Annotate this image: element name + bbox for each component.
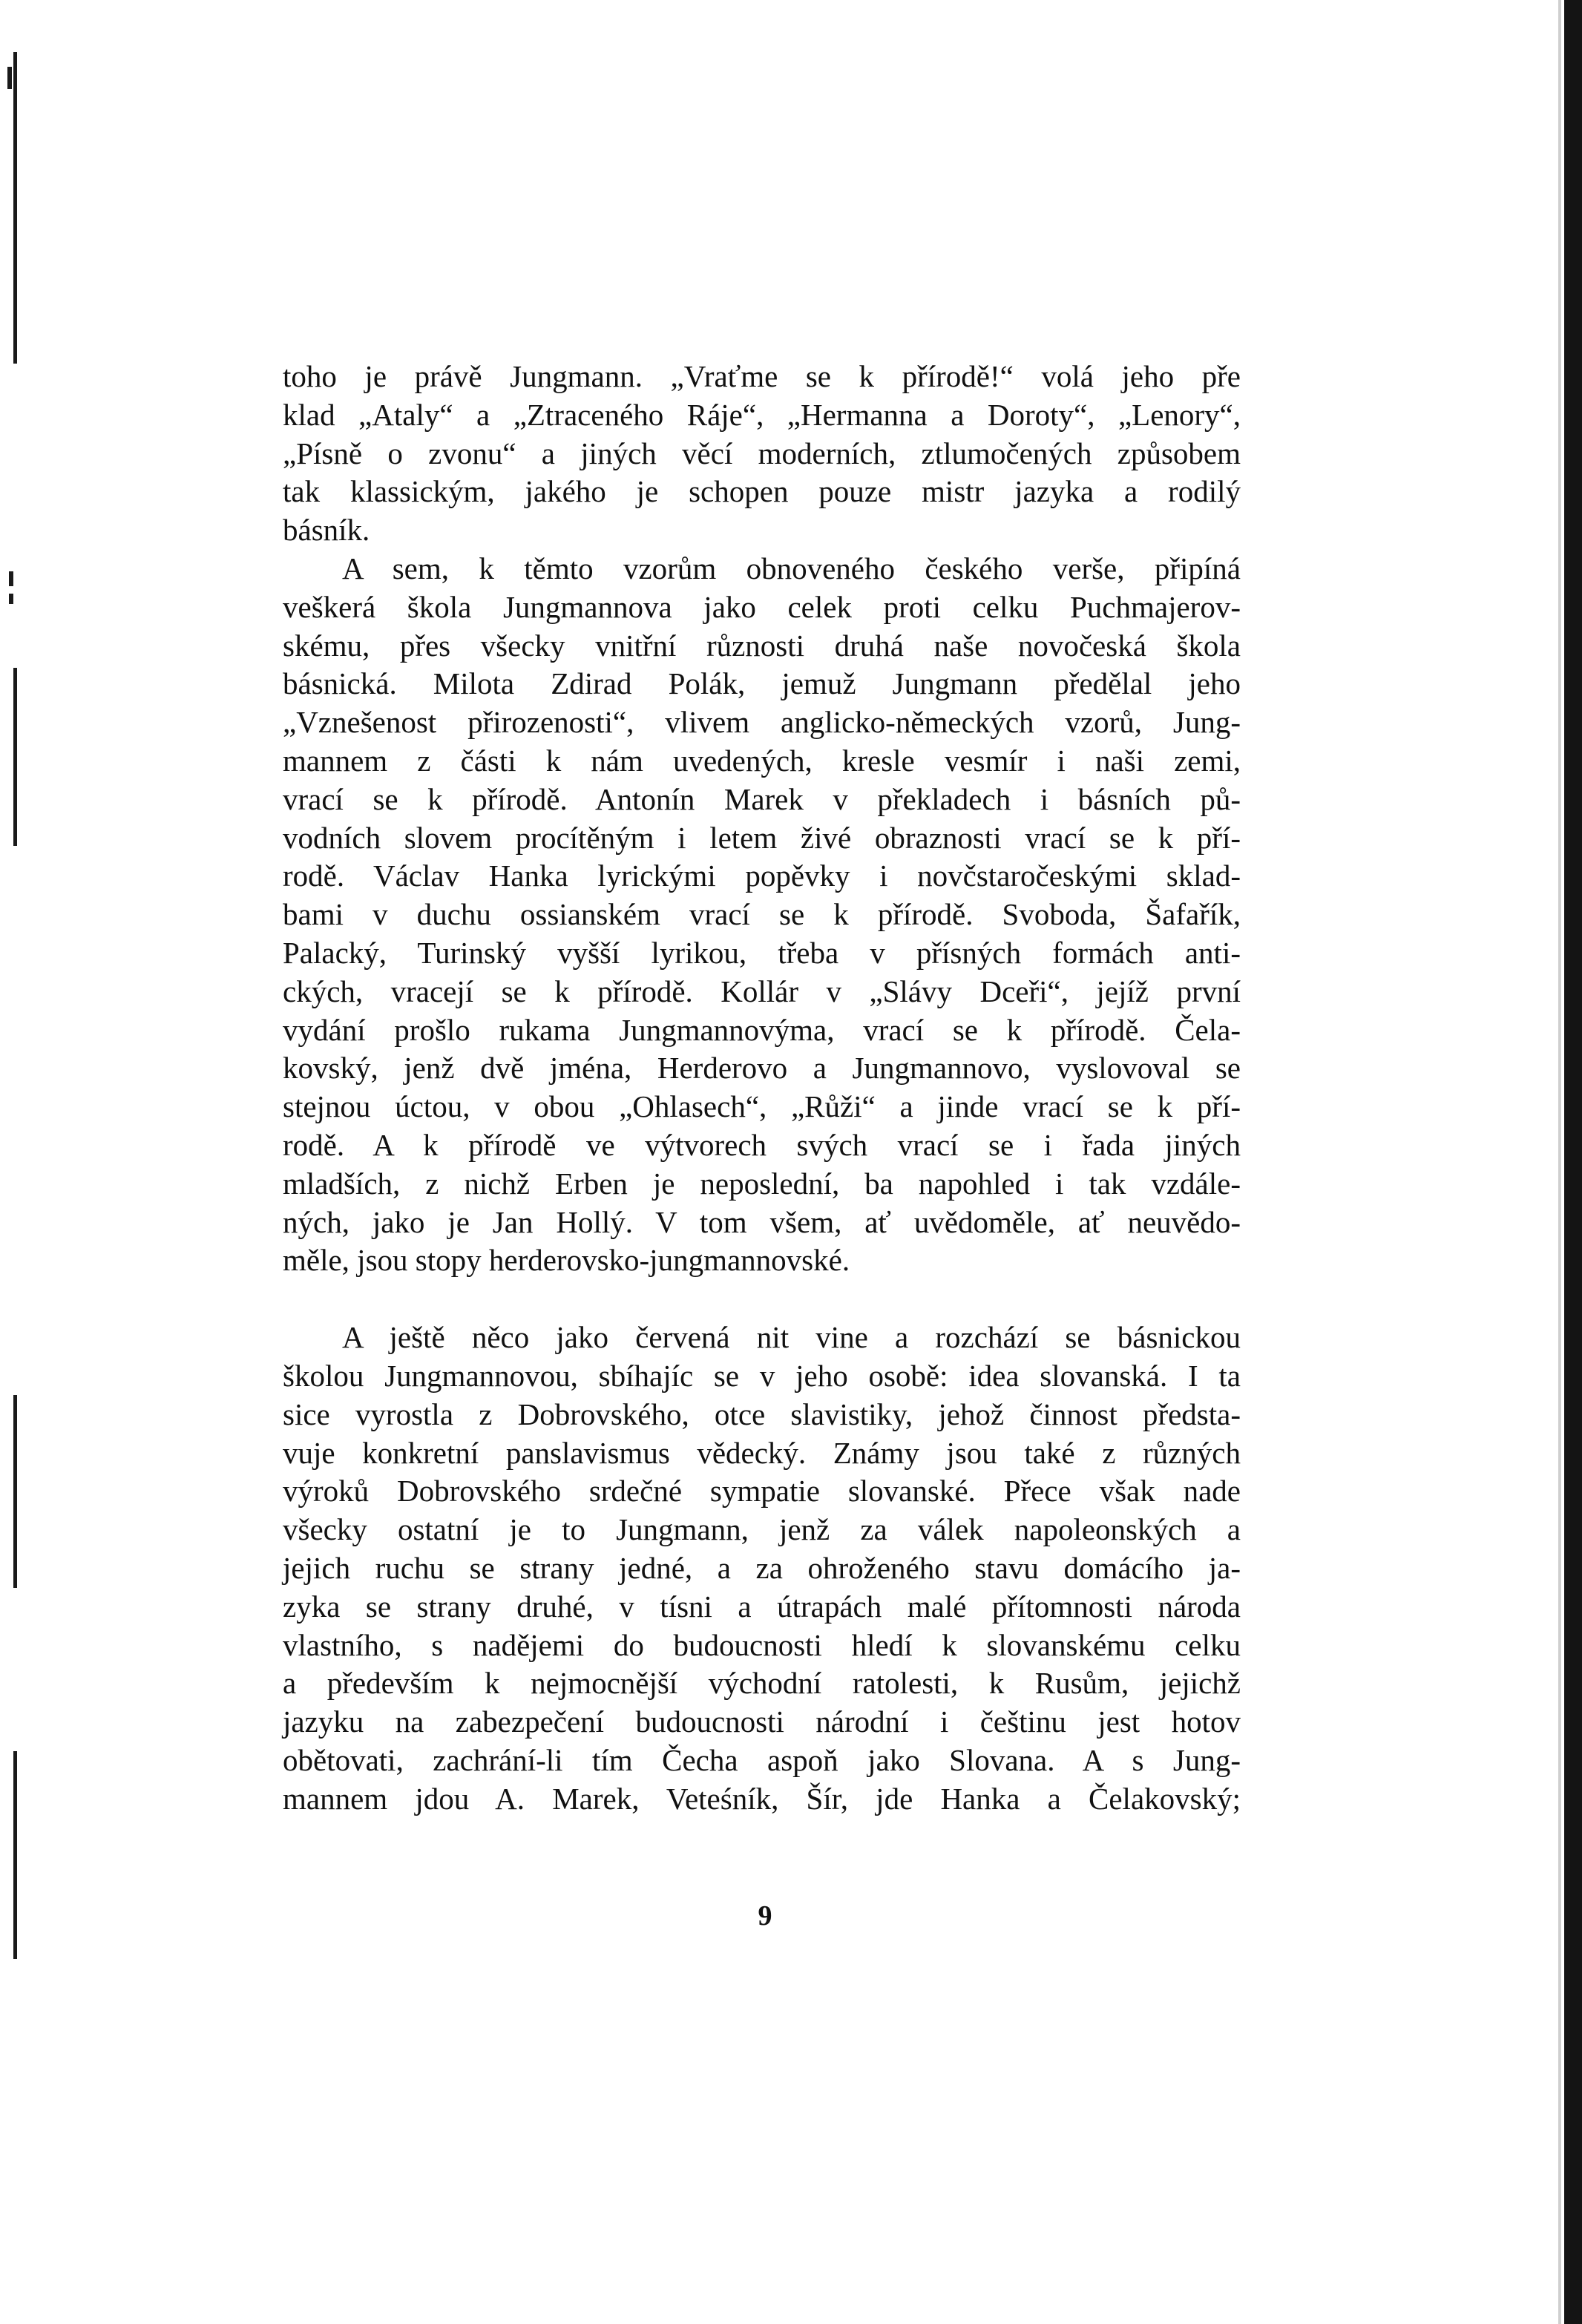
- text-line: toho je právě Jungmann. „Vraťme se k přírodě!“ volá jeho pře: [283, 359, 1241, 393]
- paragraph-3: [283, 1319, 1241, 1818]
- page-edge-highlight: [1558, 0, 1561, 2324]
- text-line: vrací se k přírodě. Antonín Marek v překladech i básních pů-: [283, 781, 1241, 816]
- binding-mark-bottom: [13, 1751, 17, 1959]
- text-line: zyka se strany druhé, v tísni a útrapách malé přítomnosti národa: [283, 1589, 1241, 1624]
- text-line: jejich ruchu se strany jedné, a za ohroženého stavu domácího ja-: [283, 1550, 1241, 1585]
- text-line: stejnou úctou, v obou „Ohlasech“, „Růži“ a jinde vrací se k pří-: [283, 1089, 1241, 1124]
- binding-dot-2: [9, 594, 13, 604]
- body-text: [283, 358, 1241, 1818]
- paragraph-2: [283, 550, 1241, 1280]
- text-line: měle, jsou stopy herderovsko-jungmannovské.: [283, 1243, 850, 1278]
- text-line: mannem jdou A. Marek, Veteśník, Šír, jde Hanka a Čelakovský;: [283, 1781, 1241, 1816]
- text-line: veškerá škola Jungmannova jako celek proti celku Puchmajerov-: [283, 589, 1241, 624]
- page-number: 9: [758, 1900, 772, 1931]
- text-line: skému, přes všecky vnitřní různosti druhá naše novočeská škola: [283, 628, 1241, 663]
- text-line: školou Jungmannovou, sbíhajíc se v jeho osobě: idea slovanská. I ta: [283, 1358, 1241, 1393]
- text-line: „Písně o zvonu“ a jiných věcí moderních, ztlumočených způsobem: [283, 436, 1241, 470]
- text-line: všecky ostatní je to Jungmann, jenž za válek napoleonských a: [283, 1512, 1241, 1547]
- text-line: A sem, k těmto vzorům obnoveného českého verše, připíná: [342, 551, 1241, 585]
- text-line: vuje konkretní panslavismus vědecký. Známy jsou také z různých: [283, 1435, 1241, 1470]
- text-line: vlastního, s nadějemi do budoucnosti hledí k slovanskému celku: [283, 1627, 1241, 1662]
- text-line: A ještě něco jako červená nit vine a rozchází se básnickou: [342, 1320, 1241, 1355]
- text-line: rodě. A k přírodě ve výtvorech svých vrací se i řada jiných: [283, 1127, 1241, 1162]
- text-line: mannem z části k nám uvedených, kresle vesmír i naši zemi,: [283, 743, 1241, 778]
- text-line: vodních slovem procítěným i letem živé obraznosti vrací se k pří-: [283, 820, 1241, 855]
- text-line: sice vyrostla z Dobrovského, otce slavistiky, jehož činnost předsta-: [283, 1396, 1241, 1431]
- text-line: básník.: [283, 513, 370, 548]
- text-line: klad „Ataly“ a „Ztraceného Ráje“, „Hermanna a Doroty“, „Lenory“,: [283, 397, 1241, 432]
- text-line: mladších, z nichž Erben je neposlední, ba napohled i tak vzdále-: [283, 1166, 1241, 1201]
- text-line: „Vznešenost přirozenosti“, vlivem anglicko-německých vzorů, Jung-: [283, 705, 1241, 740]
- binding-mark-top: [13, 52, 17, 364]
- text-line: kovský, jenž dvě jména, Herderovo a Jungmannovo, vyslovoval se: [283, 1051, 1241, 1086]
- text-line: jazyku na zabezpečení budoucnosti národní i češtinu jest hotov: [283, 1704, 1241, 1739]
- binding-notch-top: [7, 67, 12, 89]
- text-line: ných, jako je Jan Hollý. V tom všem, ať uvědoměle, ať neuvědo-: [283, 1204, 1241, 1239]
- binding-dot-1: [9, 571, 13, 586]
- text-line: vydání prošlo rukama Jungmannovýma, vrací se k přírodě. Čela-: [283, 1012, 1241, 1047]
- text-line: rodě. Václav Hanka lyrickými popěvky i novčstaročeskými sklad-: [283, 859, 1241, 893]
- paragraph-1: [283, 358, 1241, 550]
- text-line: ckých, vracejí se k přírodě. Kollár v „Slávy Dceři“, jejíž první: [283, 974, 1241, 1008]
- text-line: a především k nejmocnější východní ratolesti, k Rusům, jejichž: [283, 1666, 1241, 1701]
- text-line: obětovati, zachrání-li tím Čecha aspoň jako Slovana. A s Jung-: [283, 1742, 1241, 1777]
- binding-mark-lower: [13, 1395, 17, 1588]
- text-line: výroků Dobrovského srdečné sympatie slovanské. Přece však nade: [283, 1474, 1241, 1509]
- binding-mark-middle: [13, 668, 17, 846]
- paragraph-spacer: [283, 1280, 1241, 1319]
- text-line: tak klassickým, jakého je schopen pouze mistr jazyka a rodilý: [283, 474, 1241, 509]
- text-line: bami v duchu ossianském vrací se k přírodě. Svoboda, Šafařík,: [283, 897, 1241, 932]
- text-line: básnická. Milota Zdirad Polák, jemuž Jungmann předělal jeho: [283, 666, 1241, 701]
- text-line: Palacký, Turinský vyšší lyrikou, třeba v přísných formách anti-: [283, 935, 1241, 970]
- page-edge-shadow: [1564, 0, 1582, 2324]
